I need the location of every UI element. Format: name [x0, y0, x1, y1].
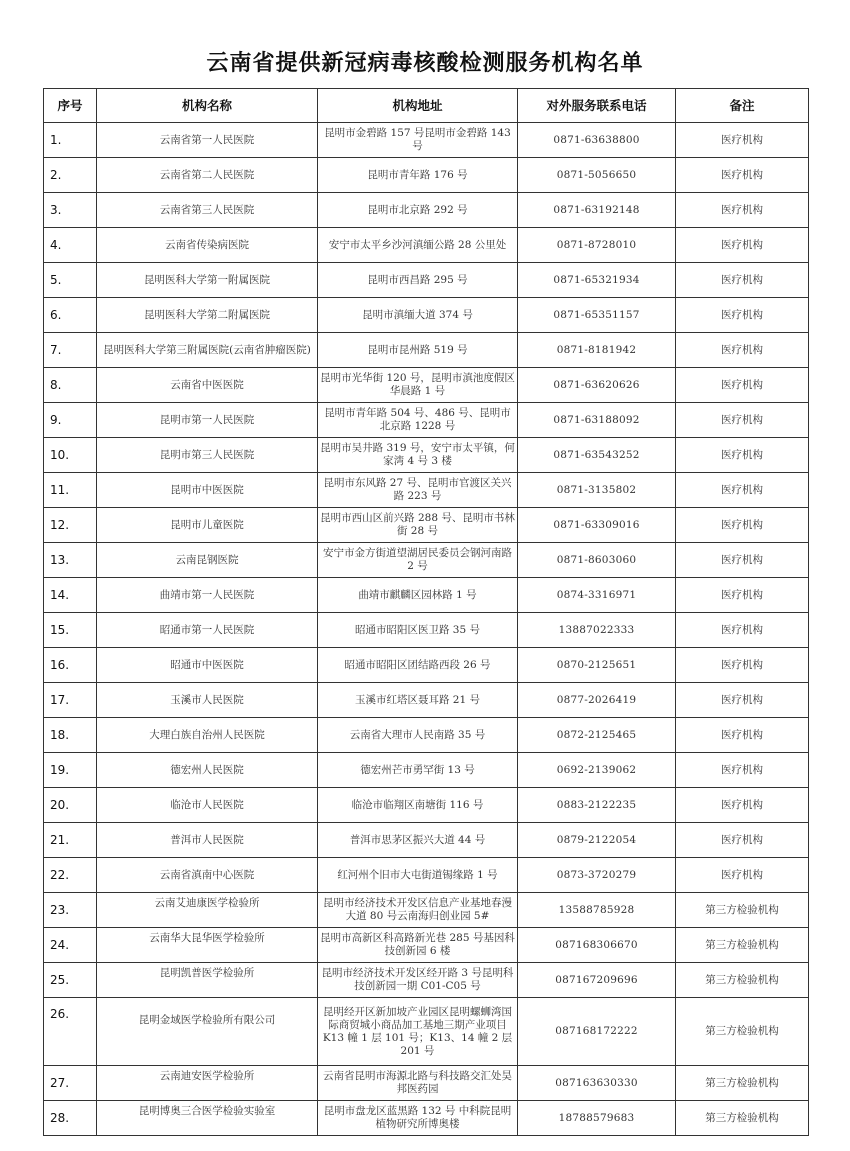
row-index: 10. — [44, 438, 97, 473]
row-phone: 0871-8603060 — [518, 543, 676, 578]
row-address: 昆明市高新区科高路新光巷 285 号基因科技创新园 6 楼 — [318, 928, 518, 963]
table-row — [44, 123, 809, 158]
table-row — [44, 368, 809, 403]
row-index: 23. — [44, 893, 97, 928]
row-index: 15. — [44, 613, 97, 648]
row-note: 医疗机构 — [676, 298, 809, 333]
row-phone: 0883-2122235 — [518, 788, 676, 823]
row-address: 昆明市吴井路 319 号，安宁市太平镇，何家湾 4 号 3 楼 — [318, 438, 518, 473]
row-name: 昆明市第一人民医院 — [97, 403, 318, 438]
table-row — [44, 298, 809, 333]
row-name: 昆明金域医学检验所有限公司 — [97, 998, 318, 1066]
row-note: 医疗机构 — [676, 333, 809, 368]
row-index: 3. — [44, 193, 97, 228]
table-row — [44, 508, 809, 543]
table-row — [44, 158, 809, 193]
row-name: 云南华大昆华医学检验所 — [97, 928, 318, 963]
table-row — [44, 648, 809, 683]
row-name: 云南省中医医院 — [97, 368, 318, 403]
row-note: 医疗机构 — [676, 438, 809, 473]
institution-table — [43, 88, 809, 1136]
row-name: 云南省第三人民医院 — [97, 193, 318, 228]
row-address: 昆明市东风路 27 号、昆明市官渡区关兴路 223 号 — [318, 473, 518, 508]
page-title: 云南省提供新冠病毒核酸检测服务机构名单 — [206, 51, 644, 76]
row-phone: 13887022333 — [518, 613, 676, 648]
row-phone: 0871-63192148 — [518, 193, 676, 228]
row-phone: 087163630330 — [518, 1066, 676, 1101]
table-row — [44, 613, 809, 648]
row-index: 4. — [44, 228, 97, 263]
row-index: 19. — [44, 753, 97, 788]
row-phone: 0871-63620626 — [518, 368, 676, 403]
row-phone: 087168172222 — [518, 998, 676, 1066]
table-row — [44, 333, 809, 368]
row-phone: 0874-3316971 — [518, 578, 676, 613]
row-note: 医疗机构 — [676, 228, 809, 263]
row-index: 6. — [44, 298, 97, 333]
row-phone: 0873-3720279 — [518, 858, 676, 893]
row-note: 医疗机构 — [676, 753, 809, 788]
row-index: 9. — [44, 403, 97, 438]
row-address: 昆明市青年路 176 号 — [318, 158, 518, 193]
row-address: 昆明市昆州路 519 号 — [318, 333, 518, 368]
header-name: 机构名称 — [97, 89, 318, 123]
table-row — [44, 753, 809, 788]
row-phone: 18788579683 — [518, 1101, 676, 1136]
table-header-row — [44, 89, 809, 123]
row-address: 昆明市经济技术开发区信息产业基地春漫大道 80 号云南海归创业园 5# — [318, 893, 518, 928]
row-index: 2. — [44, 158, 97, 193]
row-name: 普洱市人民医院 — [97, 823, 318, 858]
table-row — [44, 963, 809, 998]
row-name: 昆明医科大学第一附属医院 — [97, 263, 318, 298]
row-index: 14. — [44, 578, 97, 613]
row-address: 玉溪市红塔区聂耳路 21 号 — [318, 683, 518, 718]
row-address: 云南省大理市人民南路 35 号 — [318, 718, 518, 753]
row-note: 第三方检验机构 — [676, 963, 809, 998]
row-note: 第三方检验机构 — [676, 998, 809, 1066]
row-note: 第三方检验机构 — [676, 1066, 809, 1101]
row-index: 24. — [44, 928, 97, 963]
row-name: 云南昆钢医院 — [97, 543, 318, 578]
row-name: 云南省滇南中心医院 — [97, 858, 318, 893]
table-row — [44, 788, 809, 823]
row-address: 昆明市滇缅大道 374 号 — [318, 298, 518, 333]
row-address: 普洱市思茅区振兴大道 44 号 — [318, 823, 518, 858]
row-name: 昆明医科大学第二附属医院 — [97, 298, 318, 333]
row-index: 21. — [44, 823, 97, 858]
row-note: 医疗机构 — [676, 858, 809, 893]
row-phone: 0871-8181942 — [518, 333, 676, 368]
table-row — [44, 998, 809, 1066]
row-note: 第三方检验机构 — [676, 928, 809, 963]
table-row — [44, 263, 809, 298]
row-index: 22. — [44, 858, 97, 893]
row-phone: 087168306670 — [518, 928, 676, 963]
row-name: 德宏州人民医院 — [97, 753, 318, 788]
row-index: 25. — [44, 963, 97, 998]
row-name: 云南省第二人民医院 — [97, 158, 318, 193]
row-address: 红河州个旧市大屯街道锡缘路 1 号 — [318, 858, 518, 893]
row-name: 昭通市中医医院 — [97, 648, 318, 683]
row-name: 昆明市第三人民医院 — [97, 438, 318, 473]
row-phone: 0870-2125651 — [518, 648, 676, 683]
row-index: 18. — [44, 718, 97, 753]
row-index: 11. — [44, 473, 97, 508]
row-phone: 0871-63638800 — [518, 123, 676, 158]
row-note: 医疗机构 — [676, 823, 809, 858]
row-name: 玉溪市人民医院 — [97, 683, 318, 718]
row-index: 27. — [44, 1066, 97, 1101]
row-phone: 0871-65351157 — [518, 298, 676, 333]
row-note: 医疗机构 — [676, 508, 809, 543]
row-name: 曲靖市第一人民医院 — [97, 578, 318, 613]
row-index: 28. — [44, 1101, 97, 1136]
row-note: 医疗机构 — [676, 193, 809, 228]
row-phone: 0871-63309016 — [518, 508, 676, 543]
row-index: 17. — [44, 683, 97, 718]
table-row — [44, 578, 809, 613]
row-phone: 0879-2122054 — [518, 823, 676, 858]
row-note: 医疗机构 — [676, 788, 809, 823]
row-address: 德宏州芒市勇罕街 13 号 — [318, 753, 518, 788]
table-row — [44, 473, 809, 508]
row-note: 医疗机构 — [676, 613, 809, 648]
row-note: 第三方检验机构 — [676, 893, 809, 928]
header-address: 机构地址 — [318, 89, 518, 123]
row-phone: 0871-3135802 — [518, 473, 676, 508]
row-note: 医疗机构 — [676, 368, 809, 403]
row-phone: 13588785928 — [518, 893, 676, 928]
row-address: 云南省昆明市海源北路与科技路交汇处昊邦医药园 — [318, 1066, 518, 1101]
row-address: 昭通市昭阳区团结路西段 26 号 — [318, 648, 518, 683]
table-row — [44, 1066, 809, 1101]
header-index: 序号 — [44, 89, 97, 123]
row-name: 云南艾迪康医学检验所 — [97, 893, 318, 928]
row-index: 12. — [44, 508, 97, 543]
row-address: 临沧市临翔区南塘街 116 号 — [318, 788, 518, 823]
row-address: 安宁市太平乡沙河滇缅公路 28 公里处 — [318, 228, 518, 263]
row-note: 医疗机构 — [676, 263, 809, 298]
row-name: 云南迪安医学检验所 — [97, 1066, 318, 1101]
row-phone: 087167209696 — [518, 963, 676, 998]
row-address: 昆明经开区新加坡产业园区昆明螺蛳湾国际商贸城小商品加工基地三期产业项目 K13 幢 1 层 101 号；K13、14 幢 2 层 201 号 — [318, 998, 518, 1066]
row-note: 医疗机构 — [676, 543, 809, 578]
row-address: 昆明市光华街 120 号，昆明市滇池度假区华晨路 1 号 — [318, 368, 518, 403]
table-row — [44, 718, 809, 753]
table-row — [44, 543, 809, 578]
table-row — [44, 823, 809, 858]
row-name: 昆明市中医医院 — [97, 473, 318, 508]
row-index: 13. — [44, 543, 97, 578]
row-note: 医疗机构 — [676, 123, 809, 158]
row-phone: 0872-2125465 — [518, 718, 676, 753]
header-note: 备注 — [676, 89, 809, 123]
row-address: 昆明市青年路 504 号、486 号、昆明市北京路 1228 号 — [318, 403, 518, 438]
row-index: 1. — [44, 123, 97, 158]
table-row — [44, 438, 809, 473]
row-index: 26. — [44, 998, 97, 1066]
row-name: 大理白族自治州人民医院 — [97, 718, 318, 753]
table-row — [44, 928, 809, 963]
row-name: 临沧市人民医院 — [97, 788, 318, 823]
header-phone: 对外服务联系电话 — [518, 89, 676, 123]
row-index: 7. — [44, 333, 97, 368]
row-phone: 0877-2026419 — [518, 683, 676, 718]
row-note: 医疗机构 — [676, 158, 809, 193]
row-address: 昭通市昭阳区医卫路 35 号 — [318, 613, 518, 648]
table-row — [44, 858, 809, 893]
row-phone: 0692-2139062 — [518, 753, 676, 788]
table-row — [44, 403, 809, 438]
row-note: 第三方检验机构 — [676, 1101, 809, 1136]
row-note: 医疗机构 — [676, 578, 809, 613]
row-name: 昆明医科大学第三附属医院(云南省肿瘤医院) — [97, 333, 318, 368]
row-phone: 0871-63188092 — [518, 403, 676, 438]
table-row — [44, 1101, 809, 1136]
row-index: 16. — [44, 648, 97, 683]
row-index: 5. — [44, 263, 97, 298]
row-note: 医疗机构 — [676, 403, 809, 438]
row-phone: 0871-5056650 — [518, 158, 676, 193]
row-phone: 0871-63543252 — [518, 438, 676, 473]
row-note: 医疗机构 — [676, 648, 809, 683]
row-address: 昆明市经济技术开发区经开路 3 号昆明科技创新园一期 C01-C05 号 — [318, 963, 518, 998]
row-address: 安宁市金方街道望湖居民委员会钢河南路 2 号 — [318, 543, 518, 578]
row-address: 曲靖市麒麟区园林路 1 号 — [318, 578, 518, 613]
row-note: 医疗机构 — [676, 718, 809, 753]
row-phone: 0871-8728010 — [518, 228, 676, 263]
row-name: 云南省传染病医院 — [97, 228, 318, 263]
table-row — [44, 893, 809, 928]
table-row — [44, 683, 809, 718]
table-row — [44, 228, 809, 263]
row-name: 昭通市第一人民医院 — [97, 613, 318, 648]
row-name: 昆明凯普医学检验所 — [97, 963, 318, 998]
row-address: 昆明市北京路 292 号 — [318, 193, 518, 228]
row-index: 20. — [44, 788, 97, 823]
row-note: 医疗机构 — [676, 683, 809, 718]
row-name: 昆明博奥三合医学检验实验室 — [97, 1101, 318, 1136]
row-address: 昆明市西昌路 295 号 — [318, 263, 518, 298]
row-note: 医疗机构 — [676, 473, 809, 508]
table-row — [44, 193, 809, 228]
row-address: 昆明市金碧路 157 号昆明市金碧路 143 号 — [318, 123, 518, 158]
row-name: 昆明市儿童医院 — [97, 508, 318, 543]
row-address: 昆明市西山区前兴路 288 号、昆明市书林街 28 号 — [318, 508, 518, 543]
row-address: 昆明市盘龙区蓝黑路 132 号 中科院昆明植物研究所博奥楼 — [318, 1101, 518, 1136]
row-index: 8. — [44, 368, 97, 403]
row-phone: 0871-65321934 — [518, 263, 676, 298]
row-name: 云南省第一人民医院 — [97, 123, 318, 158]
